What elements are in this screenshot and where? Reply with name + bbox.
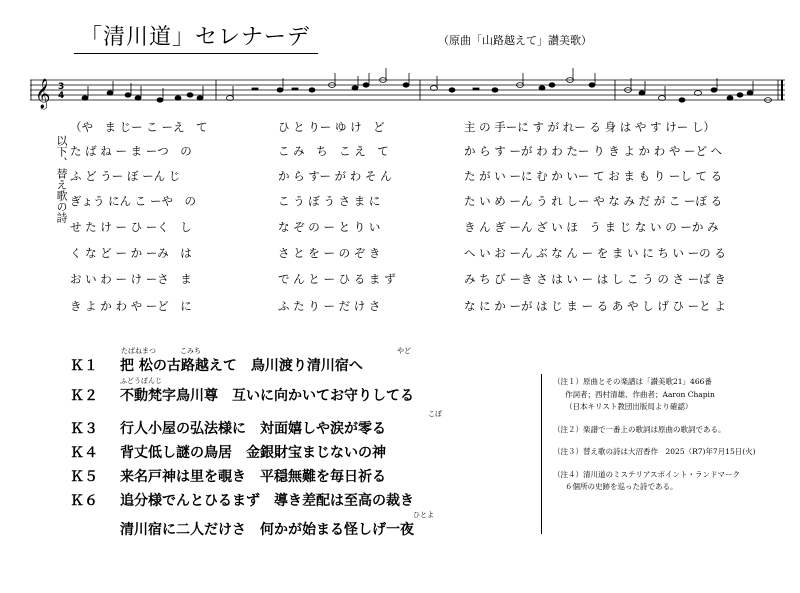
chorus-text: 把 松の古路越えて 鳥川渡り清川宿へ — [120, 358, 363, 374]
music-staff — [30, 68, 790, 113]
furigana: やど — [397, 347, 411, 355]
lyric-phrase: お い わ ー け ーさ ま — [70, 272, 192, 286]
chorus-line-k4 — [70, 442, 530, 464]
chorus-line-k3 — [70, 410, 530, 440]
chorus-line-final — [70, 511, 530, 541]
chorus-label: Ｋ３ — [70, 421, 98, 437]
lyric-phrase: た ば ね ー ま ーつ の — [70, 144, 192, 158]
note-line: （日本キリスト教団出版局より確認） — [565, 402, 693, 411]
lyric-phrase: な に か ーが は じ ま ー る あ や し げ ひ ーと よ — [464, 299, 726, 313]
note-line: （注１）原曲とその楽譜は「讃美歌21」466番 — [553, 377, 712, 386]
chorus-text: 背丈低し謎の鳥居 金銀財宝まじないの神 — [120, 445, 386, 461]
song-title: 「清川道」セレナーデ — [80, 25, 311, 50]
chorus-line-k6 — [70, 490, 530, 512]
notes-divider — [541, 374, 542, 534]
chorus-label: Ｋ５ — [70, 469, 98, 485]
lyric-phrase: こ う ぼ う さ ま に — [278, 194, 381, 208]
furigana: ひとよ — [413, 511, 434, 519]
furigana: こみち — [180, 347, 201, 355]
chorus-label: Ｋ６ — [70, 493, 98, 509]
lyric-phrase: き よ か わ や ーど に — [70, 299, 192, 313]
furigana: ふどうぼんじ — [120, 377, 162, 385]
svg-text:3: 3 — [58, 82, 65, 92]
chorus-text: 追分様でんとひるまず 導き差配は至高の裁き — [120, 493, 414, 509]
lyric-phrase: ふ た り ー だ け さ — [278, 299, 381, 313]
note-3 — [553, 446, 756, 459]
chorus-text: 清川宿に二人だけさ 何かが始まる怪しげ一夜 — [120, 522, 414, 538]
lyric-phrase: ぎょう にん こ ーや の — [70, 194, 196, 208]
lyric-phrase: み ち び ーき さ は い ー は し こ う の さ ーば き — [464, 272, 726, 286]
chorus-line-k1 — [70, 347, 530, 377]
lyric-phrase: （や ま じー こ ーえ て — [70, 120, 208, 134]
chorus-label: Ｋ４ — [70, 445, 98, 461]
lyric-phrase: こ み ち こ え て — [278, 144, 389, 158]
lyric-phrase: 主 の 手ーに す が れー る 身 は や す けー し） — [464, 120, 715, 134]
lyric-phrase: た い め ーん う れ しー や な み だ が こ ーぼ る — [464, 194, 723, 208]
lyric-phrase: か ら す ーが わ わ たー り き よ か わ や ーど へ — [464, 144, 723, 158]
chorus-text: 行人小屋の弘法様に 対面嬉しや涙が零る — [120, 421, 386, 437]
note-line: ６個所の史跡を巡った詩である。 — [565, 482, 678, 491]
lyric-phrase: で ん と ー ひ る ま ず — [278, 272, 396, 286]
lyric-phrase: か ら すー が わ そ ん — [278, 169, 392, 183]
note-line: （注４）清川道のミステリアスポイント・ランドマーク — [553, 469, 741, 479]
furigana: たばねまつ — [121, 347, 156, 355]
alternate-lyrics-label: 以下、替え歌の詩 — [55, 135, 68, 223]
note-line: （注２）楽譜で一番上の歌詞は原曲の歌詞である。 — [553, 424, 726, 434]
lyric-phrase: へ い お ーん ぶ な ん ー を ま い に ち い ーの る — [464, 246, 726, 260]
note-1 — [553, 376, 756, 414]
note-4 — [553, 469, 756, 494]
furigana: こぼ — [428, 410, 442, 418]
chorus-line-k2 — [70, 377, 530, 407]
chorus-text: 来名戸神は里を覗き 平穏無難を毎日祈る — [120, 469, 386, 485]
lyric-phrase: ふ ど うー ぼ ーん じ — [70, 169, 181, 183]
title-underline — [74, 53, 318, 54]
chorus-label: Ｋ２ — [70, 388, 98, 404]
treble-clef-icon: 𝄞 — [35, 79, 51, 109]
lyric-phrase: な ぞ の ー と り い — [278, 220, 381, 234]
lyric-phrase: た が い ーに む か いー て お ま も り ーし て る — [464, 169, 723, 183]
lyric-phrase: さ と を ー の ぞ き — [278, 246, 381, 260]
original-song-credit: （原曲「山路越えて」讃美歌） — [438, 34, 592, 47]
notes-section — [553, 376, 756, 504]
chorus-text: 不動梵字鳥川尊 互いに向かいてお守りしてる — [120, 388, 414, 404]
lyric-phrase: き ん ぎ ーん ざ い ほ う ま じ な い の ーか み — [464, 220, 719, 234]
note-2 — [553, 424, 756, 437]
chorus-line-k5 — [70, 466, 530, 488]
note-line: 作詞者；西村清雄、作曲者；Aaron Chapin — [565, 389, 715, 399]
svg-text:4: 4 — [58, 91, 65, 101]
chorus-label: Ｋ１ — [70, 358, 98, 374]
note-line: （注３）替え歌の詩は大沼香作 2025（R7)年7月15日(火) — [553, 447, 756, 456]
lyric-phrase: く な ど ー か ーみ は — [70, 246, 192, 260]
lyric-phrase: ひ と りー ゆ け ど — [278, 120, 385, 134]
lyric-phrase: せ た け ー ひ ーく し — [70, 220, 192, 234]
